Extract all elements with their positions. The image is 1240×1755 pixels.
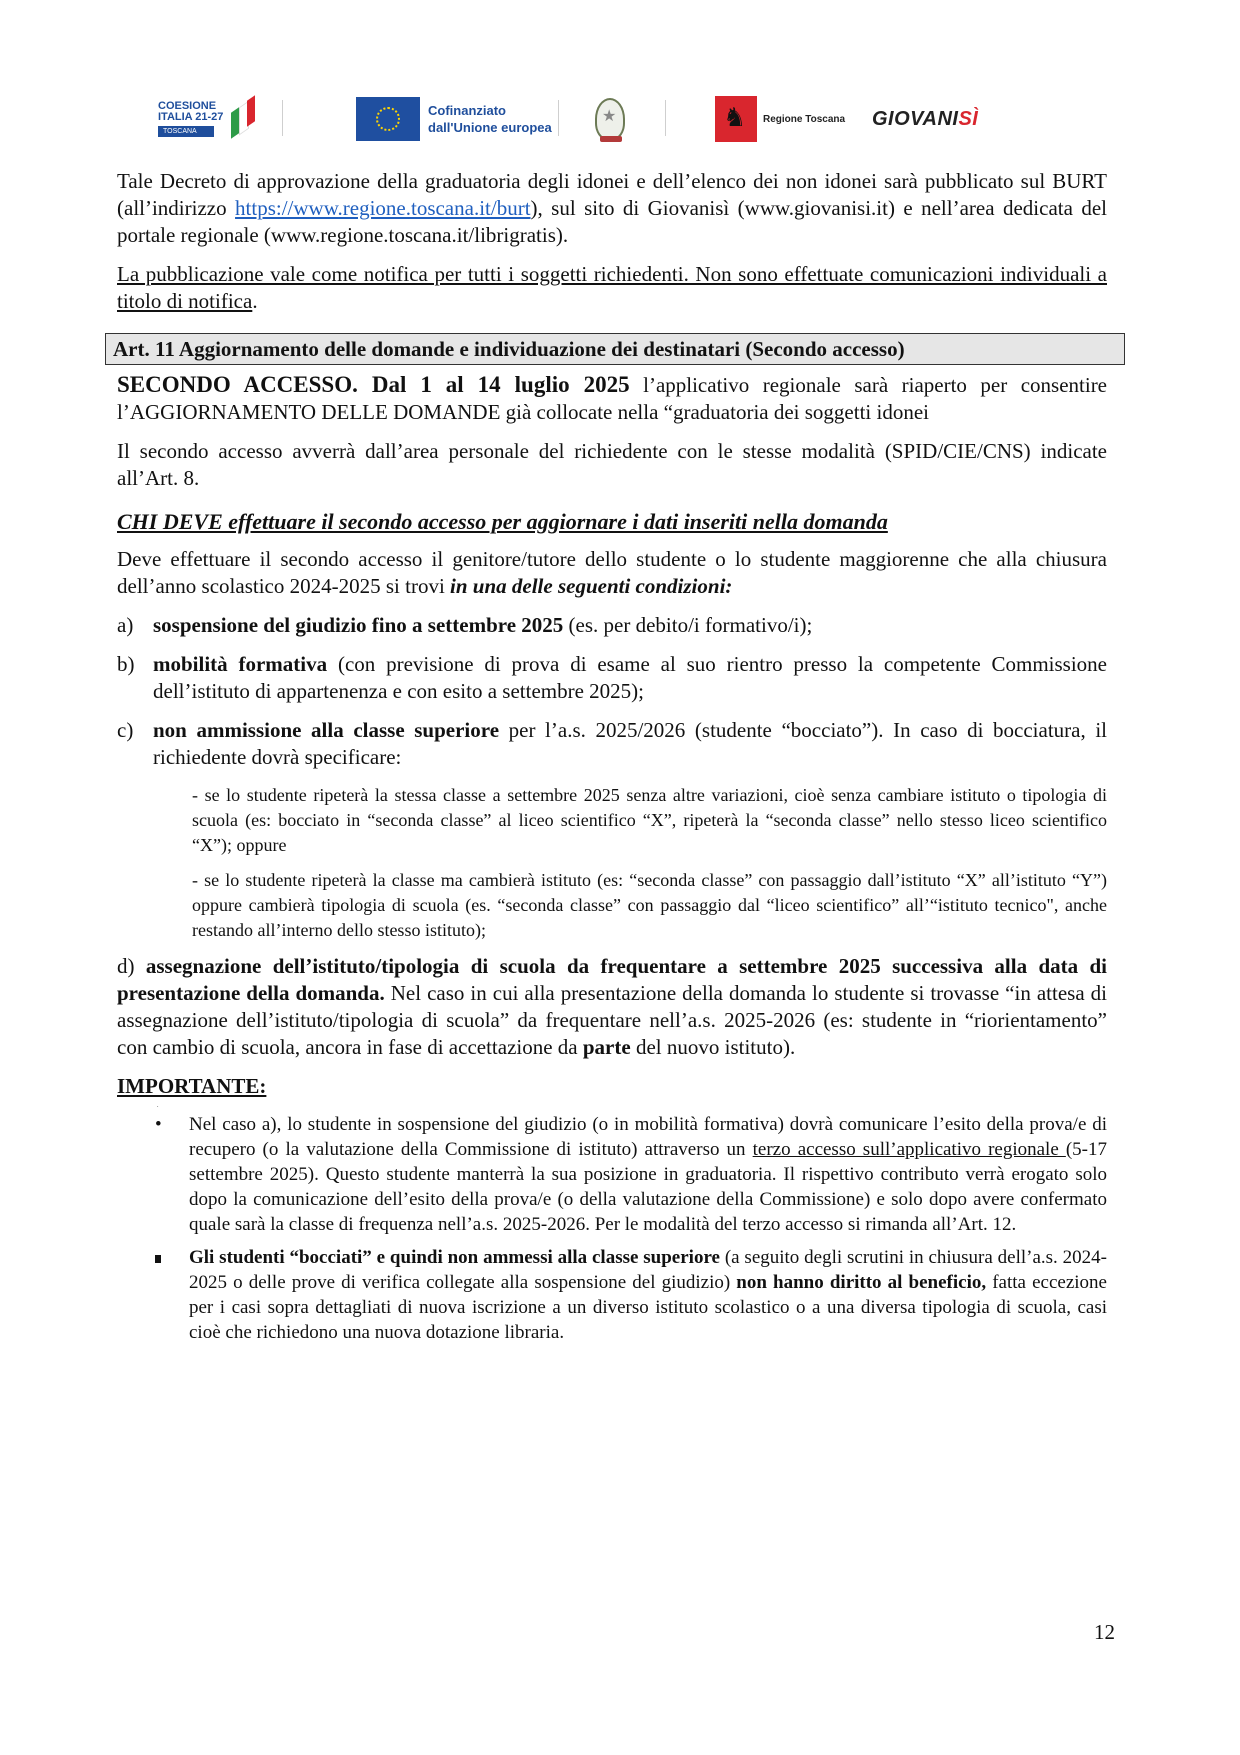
sub-item: - se lo studente ripeterà la stessa classe a settembre 2025 senza altre variazioni, cioè senza cambiare istituto o tipologia di scuola (es: bocciato in “seconda classe” al liceo scientifico “X”, ripeterà la “seconda classe” nello stesso liceo scientifico “X”); oppure — [192, 785, 1107, 855]
stray-dot: . — [157, 1103, 159, 1109]
eu-flag-icon — [356, 97, 420, 141]
bullet-text-end: fatta eccezione per i casi sopra dettagliati di nuova iscrizione a un diverso istituto scolastico o a una diversa tipologia di scuola, casi cioè che richiedono una nuova dotazione libraria. — [189, 1272, 1107, 1343]
condition-text: (con previsione di prova di esame al suo rientro presso la competente Commissione dell’istituto di appartenenza e con esito a settembre 2025); — [153, 652, 1107, 703]
condition-bold: mobilità formativa — [153, 652, 328, 676]
article-title: Art. 11 Aggiornamento delle domande e individuazione dei destinatari (Secondo accesso) — [105, 333, 1125, 365]
condition-d-bold: assegnazione dell’istituto/tipologia di scuola da frequentare a settembre 2025 successiva alla data di presentazione della domanda. — [117, 954, 1107, 1005]
importante-heading: IMPORTANTE: — [117, 1074, 267, 1098]
bullet-bold2: non hanno diritto al beneficio, — [736, 1272, 987, 1293]
page-number: 12 — [1094, 1620, 1115, 1644]
logo-divider — [558, 100, 559, 136]
intro-text: Tale Decreto di approvazione della graduatoria degli idonei e dell’elenco dei non idonei sarà pubblicato sul BURT (all’indirizzo — [117, 169, 1107, 220]
eu-line1: Cofinanziato — [428, 103, 506, 118]
bullet-text-end: (5-17 settembre 2025). Questo studente manterrà la sua posizione in graduatoria. Il rispettivo contributo verrà erogato solo dopo la comunicazione dell’esito della prova/e (o della valutazione della Commissione) e solo dopo avere confermato quale sarà la classe di frequenza nell’a.s. 2025-2026. Per le modalità del terzo accesso si rimanda all’Art. 12. — [189, 1139, 1108, 1235]
eu-cofinanced-logo — [356, 88, 552, 150]
coesione-arrow-icon — [227, 98, 257, 140]
important-bullet — [117, 1245, 1107, 1345]
bullet-underlined: terzo accesso sull’applicativo regionale — [752, 1139, 1066, 1160]
logo-divider — [665, 100, 666, 136]
condition-d-text-end: del nuovo istituto). — [630, 1035, 796, 1059]
intro-text-end: ), sul sito di Giovanisì (www.giovanisi.it) e nell’area dedicata del portale regionale (www.regione.toscana.it/librigratis). — [117, 196, 1107, 247]
coesione-italia-logo — [158, 88, 257, 150]
bullet-text: (a seguito degli scrutini in chiusura dell’a.s. 2024-2025 o delle prove di verifica collegate alla sospensione del giudizio) — [189, 1247, 1107, 1293]
condition-d-bold2: parte — [582, 1035, 631, 1059]
condition-d-paragraph — [117, 953, 1107, 1061]
accesso-modalita-paragraph: Il secondo accesso avverrà dall’area personale del richiedente con le stesse modalità (SPID/CIE/CNS) indicate all’Art. 8. — [117, 439, 1107, 490]
condition-item — [117, 717, 1107, 771]
condition-bold: sospensione del giudizio fino a settembre 2025 — [153, 613, 564, 637]
secondo-accesso-text: l’applicativo regionale sarà riaperto per consentire l’AGGIORNAMENTO DELLE DOMANDE già collocate nella “graduatoria dei soggetti idonei — [117, 373, 1108, 424]
giovani-text: GIOVANI — [872, 107, 959, 130]
condition-text: (es. per debito/i formativo/i); — [563, 613, 813, 637]
eu-line2: dall'Unione europea — [428, 120, 552, 135]
notification-paragraph — [117, 261, 1107, 315]
giovanisi-logo — [872, 88, 978, 150]
pegasus-icon: ♞ — [715, 96, 757, 142]
header-logos — [150, 88, 1090, 150]
logo-divider — [282, 100, 283, 136]
condition-d-text: Nel caso in cui alla presentazione della domanda lo studente si trovasse “in attesa di assegnazione dell’istituto/tipologia di scuola” da frequentare nell’a.s. 2025-2026 (es: studente in “riorientamento” con cambio di scuola, ancora in fase di accettazione da — [117, 981, 1107, 1059]
condition-item — [117, 612, 1107, 639]
secondo-accesso-paragraph — [117, 371, 1107, 426]
condition-bold: non ammissione alla classe superiore — [153, 718, 500, 742]
bullet-bold: Gli studenti “bocciati” e quindi non ammessi alla classe superiore — [189, 1247, 720, 1268]
condition-label: b) — [117, 652, 135, 676]
bullet-text: Nel caso a), lo studente in sospensione del giudizio (o in mobilità formativa) dovrà comunicare l’esito della prova/e di recupero (o la valutazione della Commissione di istituto) attraverso un — [189, 1114, 1107, 1160]
condition-item — [117, 651, 1107, 705]
condition-d-label: d) — [117, 954, 146, 978]
document-body — [113, 168, 1108, 1353]
si-text: SÌ — [958, 107, 979, 130]
burt-link[interactable]: https://www.regione.toscana.it/burt — [235, 196, 531, 220]
deve-text: Deve effettuare il secondo accesso il genitore/tutore dello studente o lo studente maggiorenne che alla chiusura dell’anno scolastico 2024-2025 si trovi — [117, 547, 1107, 598]
deve-paragraph — [117, 546, 1107, 600]
condition-label: a) — [117, 613, 134, 637]
sub-item: - se lo studente ripeterà la classe ma cambierà istituto (es: “seconda classe” con passaggio dall’istituto “X” all’istituto “Y”) oppure cambierà tipologia di scuola (es. “seconda classe” con passaggio dal “liceo scientifico” all’“istituto tecnico", anche restando all’interno dello stesso istituto); — [192, 870, 1107, 940]
condition-text: per l’a.s. 2025/2026 (studente “bocciato”). In caso di bocciatura, il richiedente dovrà specificare: — [153, 718, 1108, 769]
chi-deve-heading: CHI DEVE effettuare il secondo accesso per aggiornare i dati inseriti nella domanda — [117, 509, 888, 534]
deve-emphasis: in una delle seguenti condizioni: — [450, 574, 733, 598]
important-bullet — [117, 1112, 1107, 1237]
italian-republic-emblem-icon: ★ — [595, 88, 625, 150]
bullet-square-icon — [117, 1245, 189, 1345]
notification-text: La pubblicazione vale come notifica per tutti i soggetti richiedenti. Non sono effettuate comunicazioni individuali a titolo di notifica — [117, 262, 1107, 313]
secondo-accesso-bold: SECONDO ACCESSO. Dal 1 al 14 luglio 2025 — [117, 372, 630, 397]
coesione-line1: COESIONE — [158, 100, 217, 112]
coesione-line2: ITALIA 21-27 — [158, 111, 224, 123]
intro-paragraph — [117, 168, 1107, 249]
notification-end: . — [252, 289, 258, 313]
coesione-region: TOSCANA — [158, 126, 214, 137]
condition-label: c) — [117, 718, 134, 742]
bullet-dot-icon: • — [155, 1114, 162, 1135]
regione-toscana-logo — [715, 88, 845, 150]
toscana-text: Regione Toscana — [763, 113, 846, 125]
